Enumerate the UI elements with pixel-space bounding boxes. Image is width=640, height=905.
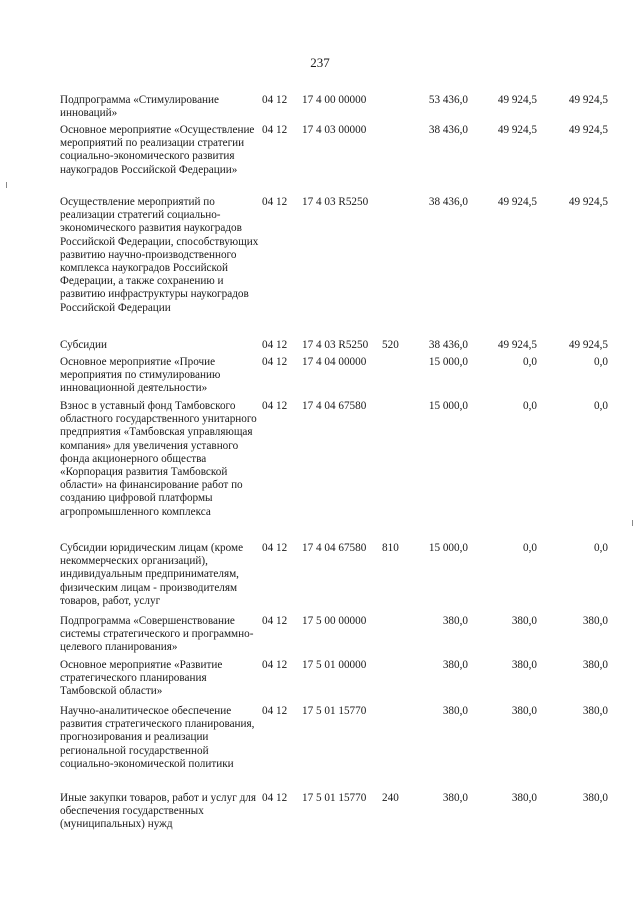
- row-amount-2: 49 924,5: [497, 94, 537, 106]
- row-amount-1: 380,0: [442, 659, 468, 671]
- row-expense-type: 240: [382, 792, 399, 804]
- row-amount-1: 380,0: [442, 705, 468, 717]
- row-amount-2: 49 924,5: [497, 124, 537, 136]
- row-name: Взнос в уставный фонд Тамбовского областного государственного унитарного предприятия «Тамбовская управляющая компания» для увеличения уставного фонда акционерного общества «Корпорация развития Тамбовской области» на финансирование работ по созданию цифровой платформы агропромышленного комплекса: [60, 400, 257, 518]
- row-target-code: 17 4 03 R5250: [302, 196, 369, 208]
- row-amount-1: 38 436,0: [428, 124, 468, 136]
- row-target-code: 17 4 03 00000: [302, 124, 367, 136]
- row-name: Иные закупки товаров, работ и услуг для обеспечения государственных (муниципальных) нужд: [60, 792, 257, 831]
- row-section-code: 04 12: [262, 400, 288, 412]
- row-amount-3: 0,0: [594, 542, 608, 554]
- row-target-code: 17 4 00 00000: [302, 94, 367, 106]
- row-amount-3: 49 924,5: [568, 94, 608, 106]
- row-amount-2: 380,0: [511, 659, 537, 671]
- row-target-code: 17 5 00 00000: [302, 615, 367, 627]
- row-name: Основное мероприятие «Прочие мероприятия по стимулированию инновационной деятельности»: [60, 356, 221, 395]
- row-amount-3: 380,0: [582, 792, 608, 804]
- row-target-code: 17 5 01 15770: [302, 705, 367, 717]
- row-target-code: 17 5 01 15770: [302, 792, 367, 804]
- row-amount-1: 38 436,0: [428, 196, 468, 208]
- row-amount-3: 49 924,5: [568, 196, 608, 208]
- row-target-code: 17 4 04 67580: [302, 542, 367, 554]
- row-name: Субсидии: [60, 339, 107, 351]
- row-section-code: 04 12: [262, 339, 288, 351]
- row-section-code: 04 12: [262, 124, 288, 136]
- row-amount-2: 49 924,5: [497, 339, 537, 351]
- row-expense-type: 520: [382, 339, 399, 351]
- row-section-code: 04 12: [262, 659, 288, 671]
- row-amount-1: 15 000,0: [428, 356, 468, 368]
- row-name: Подпрограмма «Стимулирование инноваций»: [60, 94, 219, 120]
- row-section-code: 04 12: [262, 705, 288, 717]
- row-amount-1: 53 436,0: [428, 94, 468, 106]
- row-target-code: 17 5 01 00000: [302, 659, 367, 671]
- row-name: Основное мероприятие «Осуществление мероприятий по реализации стратегии социально-экономического развития наукоградов Российской Федерации»: [60, 124, 255, 176]
- page-number: 237: [310, 55, 330, 70]
- row-amount-3: 0,0: [594, 400, 608, 412]
- row-amount-3: 380,0: [582, 705, 608, 717]
- row-name: Субсидии юридическим лицам (кроме некоммерческих организаций), индивидуальным предпринимателям, физическим лицам - производителям товаров, работ, услуг: [60, 542, 244, 607]
- row-section-code: 04 12: [262, 94, 288, 106]
- row-amount-1: 380,0: [442, 792, 468, 804]
- scan-mark: [632, 520, 633, 526]
- row-amount-1: 15 000,0: [428, 400, 468, 412]
- row-amount-2: 380,0: [511, 792, 537, 804]
- row-name: Научно-аналитическое обеспечение развития стратегического планирования, прогнозирования и реализации региональной государственной социально-экономической политики: [60, 705, 255, 770]
- row-section-code: 04 12: [262, 615, 288, 627]
- row-section-code: 04 12: [262, 792, 288, 804]
- row-amount-2: 0,0: [523, 400, 537, 412]
- row-name: Подпрограмма «Совершенствование системы стратегического и программно-целевого планирования»: [60, 615, 254, 654]
- row-name: Основное мероприятие «Развитие стратегического планирования Тамбовской области»: [60, 659, 223, 698]
- row-section-code: 04 12: [262, 196, 288, 208]
- row-section-code: 04 12: [262, 356, 288, 368]
- row-target-code: 17 4 04 67580: [302, 400, 367, 412]
- row-amount-2: 380,0: [511, 615, 537, 627]
- row-amount-2: 380,0: [511, 705, 537, 717]
- row-amount-2: 49 924,5: [497, 196, 537, 208]
- scan-mark: [6, 182, 7, 188]
- row-amount-3: 49 924,5: [568, 339, 608, 351]
- row-amount-2: 0,0: [523, 542, 537, 554]
- row-amount-2: 0,0: [523, 356, 537, 368]
- row-name: Осуществление мероприятий по реализации стратегий социально-экономического развития наукоградов Российской Федерации, способствующих развитию научно-производственного комплекса наукоградов Российской Федерации, а также сохранению и развитию инфраструктуры наукоградов Российской Федерации: [60, 196, 259, 314]
- row-amount-3: 0,0: [594, 356, 608, 368]
- row-expense-type: 810: [382, 542, 399, 554]
- row-amount-1: 15 000,0: [428, 542, 468, 554]
- row-amount-3: 49 924,5: [568, 124, 608, 136]
- row-target-code: 17 4 04 00000: [302, 356, 367, 368]
- row-amount-3: 380,0: [582, 659, 608, 671]
- row-amount-1: 380,0: [442, 615, 468, 627]
- row-target-code: 17 4 03 R5250: [302, 339, 369, 351]
- row-amount-3: 380,0: [582, 615, 608, 627]
- row-section-code: 04 12: [262, 542, 288, 554]
- row-amount-1: 38 436,0: [428, 339, 468, 351]
